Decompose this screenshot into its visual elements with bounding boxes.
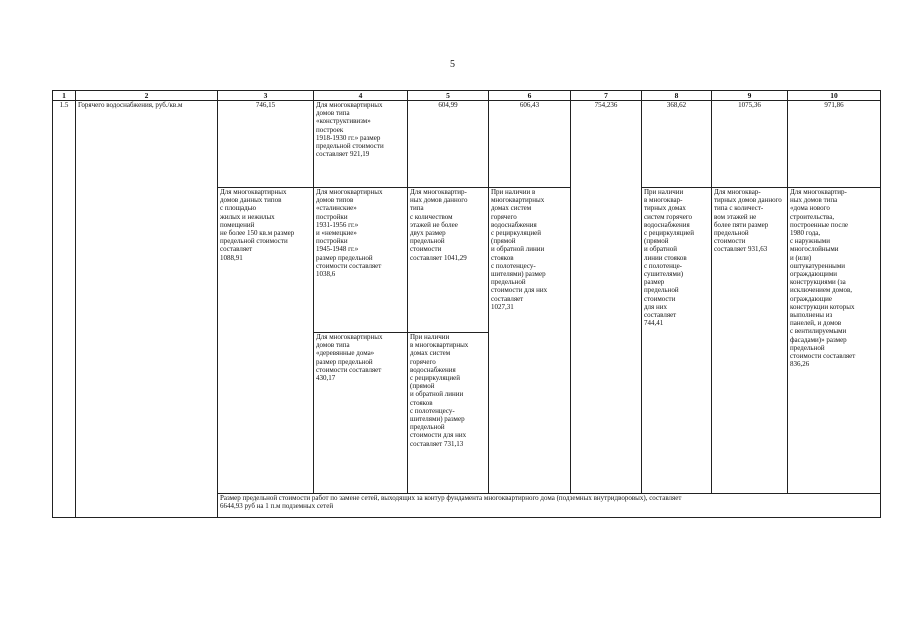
note-line: систем горячего: [644, 212, 693, 221]
note-line: (прямой: [410, 382, 435, 391]
note-line: тирных домах: [644, 204, 686, 213]
note-line: постройки: [316, 212, 348, 221]
note-line: 1945-1948 гг.»: [316, 245, 359, 254]
note-line: линии стояков: [644, 253, 687, 262]
note-line: с количеством: [410, 212, 453, 221]
col4-bottom-note: [314, 333, 408, 494]
note-line: стоимости составляет: [790, 352, 856, 361]
note-line: 836,26: [790, 360, 810, 369]
note-line: многослойными: [790, 245, 839, 254]
note-line: вом этажей не: [714, 212, 757, 221]
note-line: Для многоквартир-: [790, 188, 847, 196]
note-line: 1931-1956 гг.»: [316, 220, 359, 229]
col7-value: 754,236: [571, 101, 642, 494]
col8-note: [642, 188, 712, 494]
note-line: (прямой: [491, 237, 516, 246]
note-line: стоимости составляет: [316, 261, 382, 270]
note-line: составляет: [644, 311, 677, 320]
note-line: жилых и нежилых: [220, 212, 275, 221]
note-line: и (или): [790, 253, 812, 262]
note-line: помещений: [220, 220, 255, 229]
note-line: с полотенцесу-: [491, 261, 536, 270]
note-line: с рециркуляцией: [644, 229, 695, 238]
note-line: построенные после: [790, 220, 849, 229]
note-line: многоквартирных: [491, 196, 545, 205]
header-col-4: 4: [314, 91, 408, 101]
note-line: конструкции которых: [790, 302, 855, 311]
footer-line-2: 6644,93 руб на 1 п.м подземных сетей: [220, 502, 334, 511]
note-line: стоимости: [714, 237, 746, 246]
col3-value: 746,15: [218, 101, 314, 188]
note-line: с рециркуляцией: [491, 229, 542, 238]
note-line: сушителями): [644, 270, 684, 279]
note-line: и «немецкие»: [316, 229, 357, 238]
note-line: предельной: [410, 423, 445, 432]
row-name: Горячего водоснабжения, руб./кв.м: [76, 101, 218, 518]
note-line: домов типа: [316, 341, 350, 350]
note-line: этажей не более: [410, 220, 458, 229]
header-col-7: 7: [571, 91, 642, 101]
note-line: фасадами)» размер: [790, 335, 847, 344]
note-line: ных домов типа: [790, 196, 838, 205]
note-line: «деревянные дома»: [316, 349, 375, 358]
note-line: При наличии: [644, 188, 684, 196]
note-line: Для многоквартирных: [316, 188, 383, 196]
note-line: для них: [644, 302, 668, 311]
note-line: более пяти размер: [714, 220, 769, 229]
note-line: 1918-1930 гг.» размер: [316, 133, 381, 142]
row-number: 1.5: [53, 101, 76, 518]
header-col-9: 9: [712, 91, 788, 101]
note-line: предельной: [644, 286, 679, 295]
note-line: шителями) размер: [410, 415, 465, 424]
note-line: ограждающие: [790, 294, 832, 303]
note-line: (прямой: [644, 237, 669, 246]
cost-table: [52, 90, 881, 518]
note-line: Для многоквартирных: [316, 101, 383, 109]
note-line: постройки: [316, 237, 348, 246]
note-line: исключением домов,: [790, 286, 853, 295]
col5-mid-note: [408, 188, 489, 333]
note-line: домов данных типов: [220, 196, 282, 205]
note-line: 1038,6: [316, 270, 336, 279]
note-line: «сталинские»: [316, 204, 357, 213]
note-line: размер предельной: [316, 357, 373, 366]
note-line: стоимости: [644, 294, 676, 303]
note-line: с рециркуляцией: [410, 374, 461, 383]
note-line: предельной: [491, 278, 526, 287]
note-line: 430,17: [316, 374, 336, 383]
note-line: размер: [644, 278, 665, 287]
note-line: 1027,31: [491, 302, 514, 311]
header-col-8: 8: [642, 91, 712, 101]
header-col-10: 10: [788, 91, 881, 101]
note-line: составляет: [491, 294, 524, 303]
header-col-2: 2: [76, 91, 218, 101]
header-col-5: 5: [408, 91, 489, 101]
note-line: шителями) размер: [491, 270, 546, 279]
note-line: домах систем: [410, 349, 451, 358]
note-line: домах систем: [491, 204, 532, 213]
note-line: стоимости для них: [491, 286, 548, 295]
col9-value: 1075,36: [712, 101, 788, 188]
col6-value: 606,43: [489, 101, 571, 188]
note-line: ограждающими: [790, 270, 838, 279]
note-line: не более 150 кв.м размер: [220, 229, 295, 238]
note-line: «конструктивизм»: [316, 117, 371, 126]
note-line: водоснабжения: [491, 220, 537, 229]
note-line: типа: [410, 204, 424, 213]
note-line: стояков: [410, 398, 433, 407]
note-line: стояков: [491, 253, 514, 262]
note-line: предельной: [714, 229, 749, 238]
note-line: конструкциями (за: [790, 278, 846, 287]
header-col-3: 3: [218, 91, 314, 101]
header-row: [53, 91, 881, 101]
note-line: горячего: [410, 357, 436, 366]
page-number: 5: [450, 59, 455, 70]
note-line: оштукатуренными: [790, 261, 846, 270]
note-line: и обратной: [644, 245, 678, 254]
note-line: предельной стоимости: [316, 142, 384, 151]
note-line: Для многоквартир-: [410, 188, 467, 196]
col4-top-note: [314, 101, 408, 188]
note-line: Для многоквар-: [714, 188, 761, 196]
note-line: 1980 года,: [790, 229, 821, 238]
note-line: При наличии в: [491, 188, 536, 196]
note-line: строительства,: [790, 212, 835, 221]
note-line: двух размер: [410, 229, 446, 238]
note-line: предельной: [790, 343, 825, 352]
note-line: горячего: [491, 212, 517, 221]
note-line: составляет: [220, 245, 253, 254]
note-line: с площадью: [220, 204, 257, 213]
note-line: составляет 731,13: [410, 439, 464, 448]
note-line: с полотенце-: [644, 261, 683, 270]
note-line: составляет 1041,29: [410, 253, 467, 262]
col5-bottom-note: [408, 333, 489, 494]
note-line: в многоквартирных: [410, 341, 469, 350]
note-line: в многоквар-: [644, 196, 683, 205]
note-line: составляет 931,63: [714, 245, 768, 254]
note-line: и обратной линии: [410, 390, 464, 399]
note-line: выполнены из: [790, 311, 833, 320]
note-line: предельной стоимости: [220, 237, 288, 246]
note-line: и обратной линии: [491, 245, 545, 254]
note-line: стоимости составляет: [316, 365, 382, 374]
col9-note: [712, 188, 788, 494]
note-line: стоимости для них: [410, 431, 467, 440]
header-col-6: 6: [489, 91, 571, 101]
col10-note: [788, 188, 881, 494]
note-line: тирных домов данного: [714, 196, 782, 205]
note-line: с вентилируемыми: [790, 327, 847, 336]
note-line: с полотенцесу-: [410, 406, 455, 415]
col6-note: [489, 188, 571, 494]
note-line: водоснабжения: [410, 365, 456, 374]
note-line: с наружными: [790, 237, 830, 246]
note-line: домов типов: [316, 196, 354, 205]
col4-mid-note: [314, 188, 408, 333]
note-line: стоимости: [410, 245, 442, 254]
note-line: 744,41: [644, 319, 664, 328]
col3-note: [218, 188, 314, 494]
table-row: [53, 101, 881, 188]
note-line: ных домов данного: [410, 196, 468, 205]
note-line: «дома нового: [790, 204, 830, 213]
note-line: При наличии: [410, 333, 450, 341]
note-line: панелей, и домов: [790, 319, 842, 328]
footer-note: [218, 494, 881, 518]
note-line: 1088,91: [220, 253, 243, 262]
note-line: построек: [316, 125, 344, 134]
note-line: водоснабжения: [644, 220, 690, 229]
note-line: Для многоквартирных: [220, 188, 287, 196]
note-line: предельной: [410, 237, 445, 246]
header-col-1: 1: [53, 91, 76, 101]
note-line: Для многоквартирных: [316, 333, 383, 341]
note-line: домов типа: [316, 109, 350, 118]
col5-value: 604,99: [408, 101, 489, 188]
note-line: типа с количест-: [714, 204, 764, 213]
note-line: составляет 921,19: [316, 150, 370, 159]
footer-line-1: Размер предельной стоимости работ по замене сетей, выходящих за контур фундамента многоквартирного дома (подземных внутридворовых), составляет: [220, 494, 682, 502]
col10-value: 971,86: [788, 101, 881, 188]
note-line: размер предельной: [316, 253, 373, 262]
col8-value: 368,62: [642, 101, 712, 188]
